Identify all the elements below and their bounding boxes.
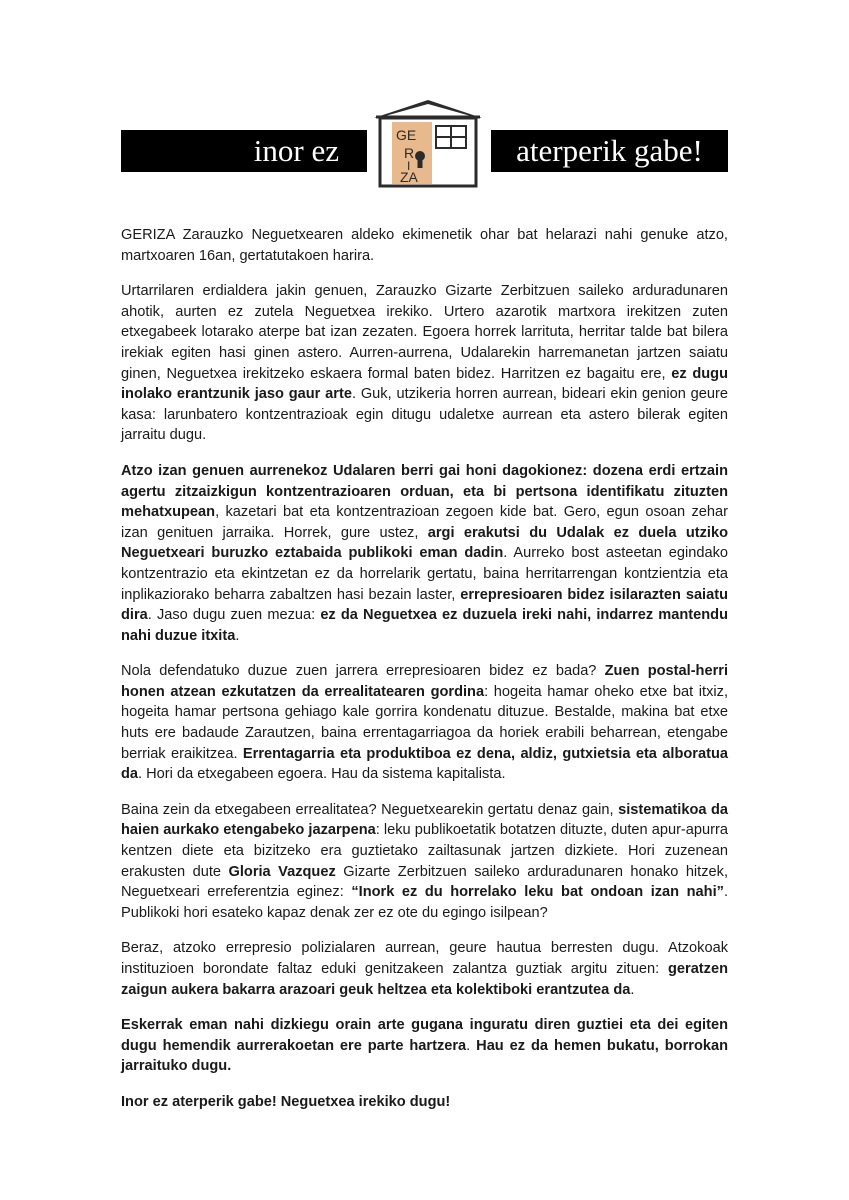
geriza-house-logo bbox=[370, 96, 486, 188]
body-text: , kazetari bat eta kontzentrazioan zegoen kide bat. Gero, egun osoan zehar izan genituen jarraika. Horrek, gure ustez, bbox=[121, 504, 728, 541]
bold-text: Errentagarria eta produktiboa ez dena, aldiz, gutxietsia eta alboratua da bbox=[121, 745, 728, 783]
paragraph-7 bbox=[121, 1015, 728, 1077]
right-banner-text: aterperik gabe! bbox=[516, 133, 703, 168]
body-text: . Guk, utzikeria horren aurrean, bideari ekin genion geure kasa: larunbatero kontzentrazioak egin ditugu udaletxe aurrean eta astero bilerak egiten jarraitu dugu. bbox=[121, 386, 728, 444]
body-text: Urtarrilaren erdialdera jakin genuen, Zarauzko Gizarte Zerbitzuen saileko arduradunaren ahotik, aurten ez zutela Neguetxea irekiko. Urtero azarotik martxora irekitzen zuten etxegabeek lotarako aterpe bat izan zezaten. Egoera horrek larrituta, herritar talde bat bilera irekiak egiten hasi ginen astero. Aurren-aurrena, Udalarekin harremanetan jartzen saiatu ginen, Neguetxea irekitzeko eskaera formal baten bidez. Harritzen ez bagaitu ere, bbox=[121, 283, 728, 382]
body-text: . Aurreko bost asteetan egindako kontzentrazio eta ekintzetan ez da horrelarik gertatu, baina herritarrengan kontzientzia eta inplikaziorako beharra zabaltzen hasi bezain laster, bbox=[121, 545, 728, 603]
bold-text: ez da Neguetxea ez duzuela ireki nahi, indarrez mantendu nahi duzue itxita bbox=[121, 607, 728, 644]
paragraph-6 bbox=[121, 938, 728, 1000]
bold-text: “Inork ez du horrelako leku bat ondoan izan nahi” bbox=[351, 884, 724, 901]
paragraph-8 bbox=[121, 1092, 728, 1113]
bold-text: ez dugu inolako erantzunik jaso gaur arte bbox=[121, 365, 728, 403]
left-banner bbox=[121, 130, 367, 172]
body-text: . Publikoki hori esateko kapaz denak zer ez ote du egingo isilpean? bbox=[121, 884, 729, 921]
logo-letters-ge: GE bbox=[396, 127, 417, 143]
paragraph-4 bbox=[121, 661, 728, 785]
bold-text: Eskerrak eman nahi dizkiegu orain arte gugana inguratu diren guztiei eta dei egiten dugu hemendik aurrerakoetan ere parte hartzera bbox=[121, 1017, 728, 1054]
statement-body bbox=[121, 225, 728, 1128]
bold-text: geratzen zaigun aukera bakarra arazoari geuk heltzea eta kolektiboki erantzutea da bbox=[121, 961, 728, 998]
body-text: . Jaso dugu zuen mezua: bbox=[147, 607, 321, 624]
bold-text: sistematikoa da haien aurkako etengabeko jazarpena bbox=[121, 801, 728, 839]
right-banner bbox=[491, 130, 728, 172]
logo-letters-za: ZA bbox=[400, 169, 418, 185]
paragraph-5 bbox=[121, 800, 728, 924]
body-text: : leku publikoetatik botatzen dituzte, duten apur-apurra kentzen diete eta bizitzeko era guztietako zailtasunak jartzen dizkiete. Hori zuzenean erakusten dute bbox=[121, 822, 728, 880]
body-text: Gizarte Zerbitzuen saileko arduradunaren honako hitzek, Neguetxeari erreferentzia eginez: bbox=[121, 863, 728, 901]
body-text: Baina zein da etxegabeen errealitatea? Neguetxearekin gertatu denaz gain, bbox=[121, 801, 619, 818]
letterhead bbox=[0, 0, 849, 200]
body-text: . bbox=[630, 981, 635, 998]
body-text: Beraz, atzoko errepresio polizialaren aurrean, geure hautua berresten dugu. Atzokoak instituzioen borondate faltaz eduki genitzakeen zalantza guztiak argitu zituen: bbox=[121, 940, 728, 977]
bold-text: Inor ez aterperik gabe! Neguetxea irekiko dugu! bbox=[121, 1093, 451, 1110]
body-text: . Hori da etxegabeen egoera. Hau da sistema kapitalista. bbox=[138, 766, 506, 783]
body-text: Nola defendatuko duzue zuen jarrera errepresioaren bidez ez bada? bbox=[121, 663, 605, 680]
logo-letter-i: I bbox=[407, 159, 411, 173]
body-text: GERIZA Zarauzko Neguetxearen aldeko ekimenetik ohar bat helarazi nahi genuke atzo, martxoaren 16an, gertatutakoen harira. bbox=[121, 227, 728, 264]
paragraph-1 bbox=[121, 225, 728, 266]
paragraph-3 bbox=[121, 461, 728, 646]
body-text: . bbox=[466, 1037, 477, 1054]
bold-text: Atzo izan genuen aurrenekoz Udalaren berri gai honi dagokionez: dozena erdi ertzain agertu zitzaizkigun kontzentrazioaren orduan, eta bi pertsona identifikatu zituzten mehatxupean bbox=[121, 462, 728, 521]
body-text: : hogeita hamar oheko etxe bat itxiz, hogeita hamar pertsona gehiago kale gorrira kondenatu dituzue. Bestalde, makina bat etxe huts ere badaude Zarautzen, baina errentagarriagoa da horiek erabili beharrean, etengabe berriak eraikitzea. bbox=[121, 683, 728, 762]
bold-text: Hau ez da hemen bukatu, borrokan jarraituko dugu. bbox=[121, 1037, 729, 1075]
bold-text: argi erakutsi du Udalak ez duela utziko Neguetxeari buruzko eztabaida publikoki eman dadin bbox=[121, 524, 728, 562]
paragraph-2 bbox=[121, 281, 728, 446]
bold-text: Gloria Vazquez bbox=[228, 863, 336, 880]
left-banner-text: inor ez bbox=[253, 133, 339, 168]
bold-text: Zuen postal-herri honen atzean ezkutatzen da errealitatearen gordina bbox=[121, 663, 728, 700]
body-text: . bbox=[235, 627, 240, 644]
logo-letter-r: R bbox=[404, 145, 415, 161]
bold-text: errepresioaren bidez isilarazten saiatu dira bbox=[121, 586, 729, 624]
